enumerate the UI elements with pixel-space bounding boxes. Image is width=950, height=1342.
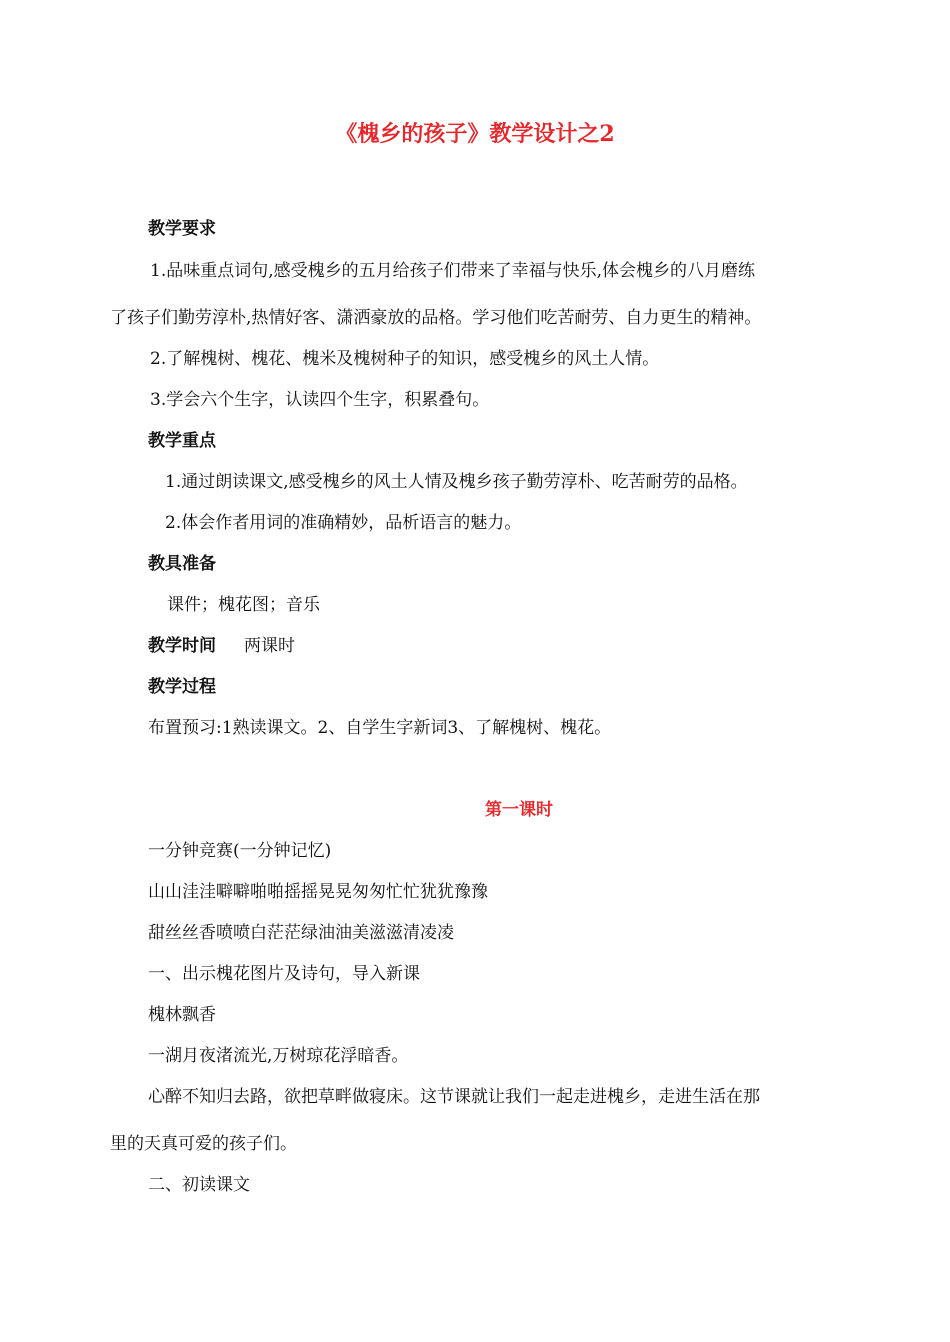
lesson-line: 甜丝丝香喷喷白茫茫绿油油美滋滋清凌凌 bbox=[148, 923, 454, 943]
lesson-line: 一分钟竞赛(一分钟记忆) bbox=[148, 841, 332, 861]
lesson-1-heading: 第一课时 bbox=[485, 800, 553, 820]
focus-1: 1.通过朗读课文,感受槐乡的风土人情及槐乡孩子勤劳淳朴、吃苦耐劳的品格。 bbox=[165, 472, 748, 492]
time-value: 两课时 bbox=[244, 636, 295, 656]
time-heading: 教学时间 bbox=[148, 636, 216, 656]
lesson-line: 一、出示槐花图片及诗句，导入新课 bbox=[148, 964, 420, 984]
requirement-3: 3.学会六个生字，认读四个生字，积累叠句。 bbox=[150, 390, 490, 410]
lesson-line: 里的天真可爱的孩子们。 bbox=[110, 1134, 297, 1154]
document-title: 《槐乡的孩子》教学设计之2 bbox=[335, 121, 615, 147]
tools-text: 课件；槐花图；音乐 bbox=[167, 595, 320, 615]
requirements-heading: 教学要求 bbox=[148, 219, 216, 239]
preview-text: 布置预习:1熟读课文。2、自学生字新词3、了解槐树、槐花。 bbox=[148, 718, 612, 738]
focus-2: 2.体会作者用词的准确精妙，品析语言的魅力。 bbox=[165, 513, 522, 533]
focus-heading: 教学重点 bbox=[148, 431, 216, 451]
requirement-2: 2.了解槐树、槐花、槐米及槐树种子的知识，感受槐乡的风土人情。 bbox=[150, 349, 660, 369]
requirement-1-line-1: 1.品味重点词句,感受槐乡的五月给孩子们带来了幸福与快乐,体会槐乡的八月磨练 bbox=[150, 261, 756, 281]
lesson-line: 二、初读课文 bbox=[148, 1175, 250, 1195]
tools-heading: 教具准备 bbox=[148, 554, 216, 574]
lesson-line: 心醉不知归去路，欲把草畔做寝床。这节课就让我们一起走进槐乡，走进生活在那 bbox=[148, 1087, 760, 1107]
requirement-1-line-2: 了孩子们勤劳淳朴,热情好客、潇洒豪放的品格。学习他们吃苦耐劳、自力更生的精神。 bbox=[110, 308, 762, 328]
lesson-line: 槐林飘香 bbox=[148, 1005, 216, 1025]
lesson-line: 一湖月夜渚流光,万树琼花浮暗香。 bbox=[148, 1046, 409, 1066]
lesson-line: 山山洼洼噼噼啪啪摇摇晃晃匆匆忙忙犹犹豫豫 bbox=[148, 882, 488, 902]
process-heading: 教学过程 bbox=[148, 677, 216, 697]
